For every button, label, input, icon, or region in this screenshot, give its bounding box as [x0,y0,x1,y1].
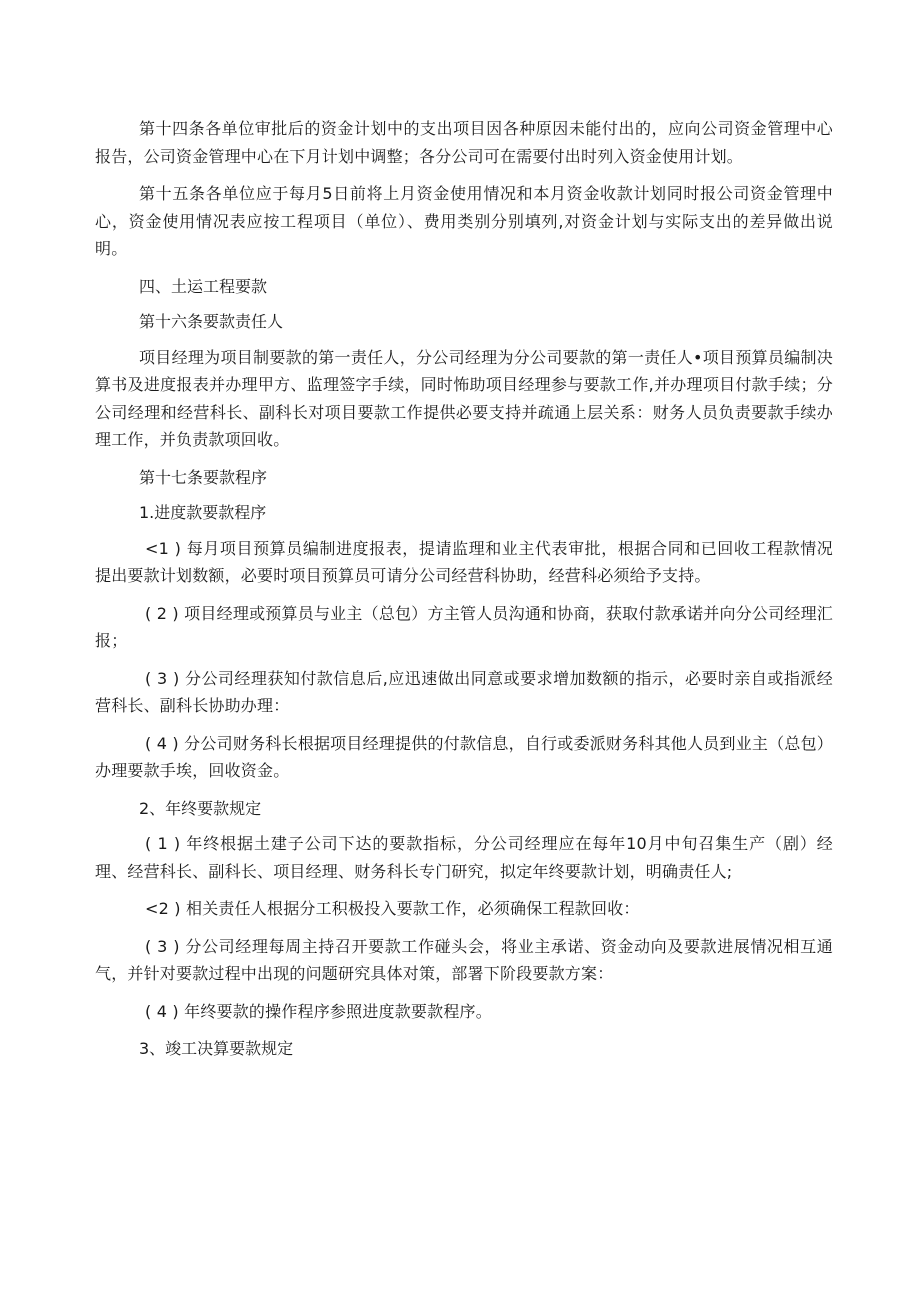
progress-step-2: ( 2 ) 项目经理或预算员与业主（总包）方主管人员沟通和协商，获取付款承诺并向分公司经理汇报； [95,603,833,650]
year-end-step-4: ( 4 ) 年终要款的操作程序参照进度款要款程序。 [145,1001,492,1021]
subsection-heading-3: 3、竣工决算要款规定 [139,1039,294,1058]
progress-step-4: ( 4 ) 分公司财务科长根据项目经理提供的付款信息，自行或委派财务科其他人员到业主（总包）办理要款手埃，回收资金。 [95,733,833,780]
document-page [95,115,833,1063]
article-15-paragraph: 第十五条各单位应于每月5日前将上月资金使用情况和本月资金收款计划同时报公司资金管理中心，资金使用情况表应按工程项目（单位）、费用类别分别填列,对资金计划与实际支出的差异做出说明。 [95,184,833,258]
subsection-heading-2: 2、年终要款规定 [139,798,262,818]
section-heading-4: 四、土运工程要款 [139,276,268,296]
year-end-step-2: <2 ) 相关责任人根据分工积极投入要款工作，必须确保工程款回收： [145,899,640,918]
year-end-step-1: ( 1 ) 年终根据土建子公司下达的要款指标，分公司经理应在每年10月中旬召集生产（剧）经理、经营科长、副科长、项目经理、财务科长专门研究，拟定年终要款计划，明确责任人; [95,834,833,881]
article-16-paragraph: 项目经理为项目制要款的第一责任人，分公司经理为分公司要款的第一责任人•项目预算员编制决算书及进度报表并办理甲方、监理签字手续，同时怖助项目经理参与要款工作,并办理项目付款手续；分公司经理和经营科长、副科长对项目要款工作提供必要支持并疏通上层关系：财务人员负责要款手续办理工作，并负责款项回收。 [95,347,833,449]
progress-step-1: <1 ) 每月项目预算员编制进度报表，提请监理和业主代表审批，根据合同和已回收工程款情况提出要款计划数额，必要时项目预算员可请分公司经营科协助，经营科必须给予支持。 [95,538,833,585]
article-14-paragraph: 第十四条各单位审批后的资金计划中的支出项目因各种原因未能付出的，应向公司资金管理中心报告，公司资金管理中心在下月计划中调整；各分公司可在需要付出时列入资金使用计划。 [95,119,833,166]
subsection-heading-1: 1.进度款要款程序 [139,503,267,522]
progress-step-3: ( 3 ) 分公司经理获知付款信息后,应迅速做出同意或要求增加数额的指示，必要时亲自或指派经营科长、副科长协助办理： [95,668,833,715]
article-16-heading: 第十六条要款责任人 [139,312,284,331]
article-17-heading: 第十七条要款程序 [139,467,268,487]
year-end-step-3: ( 3 ) 分公司经理每周主持召开要款工作碰头会，将业主承诺、资金动向及要款进展情况相互通气，并针对要款过程中出现的问题研究具体对策，部署下阶段要款方案： [95,936,833,983]
